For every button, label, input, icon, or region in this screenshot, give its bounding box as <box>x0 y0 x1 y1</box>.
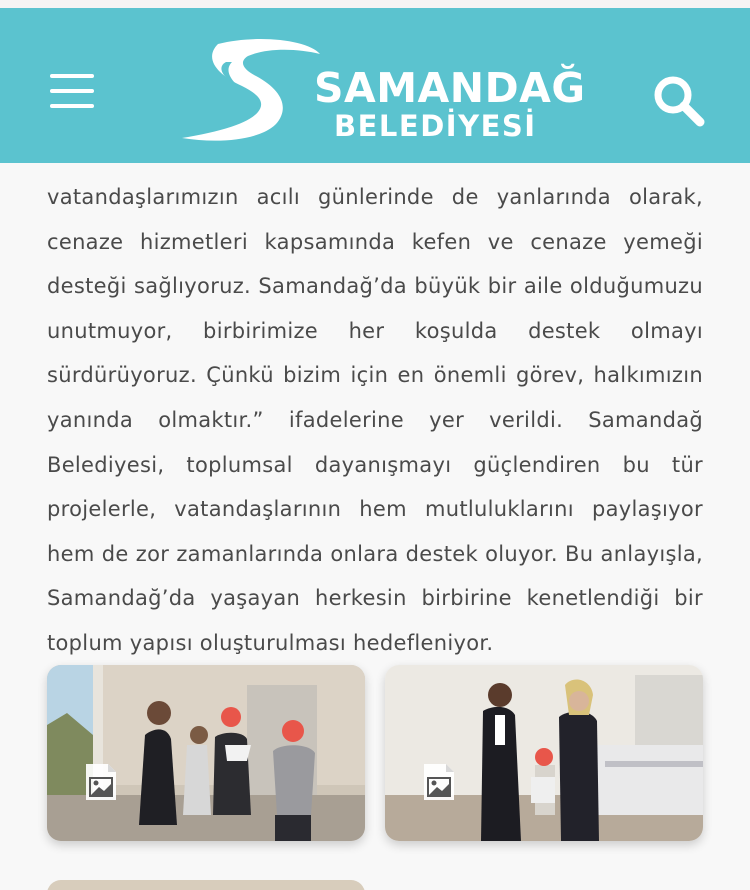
article-body-text: vatandaşlarımızın acılı günlerinde de yanlarında olarak, cenaze hizmetleri kapsamında kefen ve cenaze yemeği desteği sağlıyoruz. Samandağ’da büyük bir aile olduğumuzu unutmuyor, birbirimize her koşulda destek olmayı sürdürüyoruz. Çünkü bizim için en önemli görev, halkımızın yanında olmaktır.” ifadelerine yer verildi. Samandağ Belediyesi, toplumsal dayanışmayı güçlendiren bu tür projelerle, vatandaşlarının hem mutluluklarını paylaşıyor hem de zor zamanlarında onlara destek oluyor. Bu anlayışla, Samandağ’da yaşayan herkesin birbirine kenetlendiği bir toplum yapısı oluşturulması hedefleniyor. <box>47 185 703 655</box>
hospital-visit-photo <box>385 665 703 841</box>
samandag-belediyesi-logo[interactable] <box>178 36 586 146</box>
image-icon <box>84 762 118 802</box>
logo-swirl-mark <box>178 36 328 146</box>
gallery-photo-2[interactable] <box>385 665 703 841</box>
status-bar-strip <box>0 0 750 8</box>
gallery-photo-3[interactable] <box>47 880 365 890</box>
menu-line <box>50 74 94 78</box>
search-glyph <box>650 72 706 128</box>
gallery-photo-1[interactable] <box>47 665 365 841</box>
article-content <box>0 163 750 890</box>
hamburger-menu-icon[interactable] <box>50 74 94 110</box>
menu-line <box>50 89 94 93</box>
menu-line <box>50 104 94 108</box>
image-icon <box>422 762 456 802</box>
clipped-previous-line <box>47 163 703 167</box>
search-icon[interactable] <box>650 72 706 128</box>
logo-subtitle: BELEDİYESİ <box>334 109 537 143</box>
logo-title: SAMANDAĞ <box>314 64 586 112</box>
hospital-visit-photo <box>47 665 365 841</box>
site-header <box>0 8 750 163</box>
